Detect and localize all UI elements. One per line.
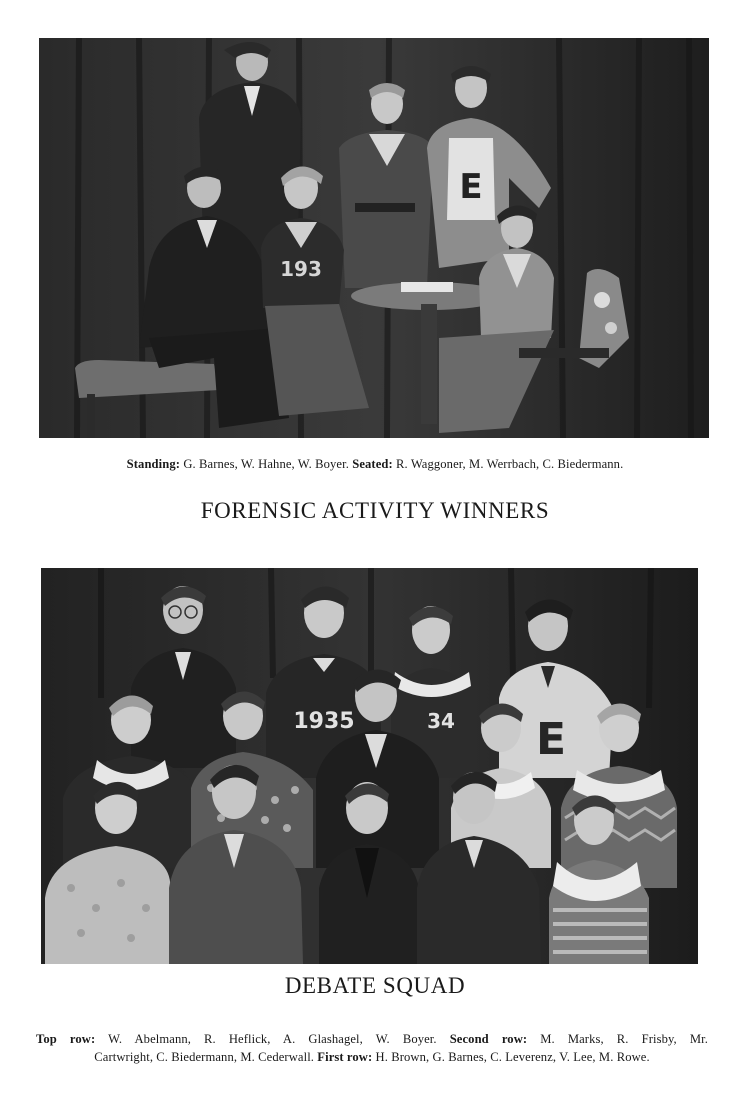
debate-squad-photo [41,568,698,964]
svg-text:193: 193 [280,257,322,281]
standing-label: Standing: [126,457,181,471]
seated-names: R. Waggoner, M. Werrbach, C. Biedermann. [396,457,624,471]
standing-names: G. Barnes, W. Hahne, W. Boyer. [183,457,349,471]
forensic-heading: FORENSIC ACTIVITY WINNERS [200,498,550,523]
second-row-names-b: Cartwright, C. Biedermann, M. Cederwall. [94,1050,315,1064]
first-row-label: First row: [317,1050,373,1064]
svg-text:34: 34 [427,709,455,733]
second-row-names-a: M. Marks, R. Frisby, Mr. [540,1032,708,1046]
forensic-group-photo [39,38,709,438]
first-row-names: H. Brown, G. Barnes, C. Leverenz, V. Lee, M. Rowe. [375,1050,650,1064]
top-row-label: Top row: [36,1032,96,1046]
second-row-label: Second row: [449,1032,528,1046]
seated-label: Seated: [352,457,393,471]
svg-text:E: E [459,167,483,207]
debate-squad-heading: DEBATE SQUAD [284,973,466,998]
top-row-names: W. Abelmann, R. Heflick, A. Glashagel, W. Boyer. [108,1032,437,1046]
svg-text:1935: 1935 [293,709,355,734]
debate-photo-caption [36,1030,708,1066]
forensic-photo-caption [0,455,750,473]
svg-text:E: E [535,714,567,765]
